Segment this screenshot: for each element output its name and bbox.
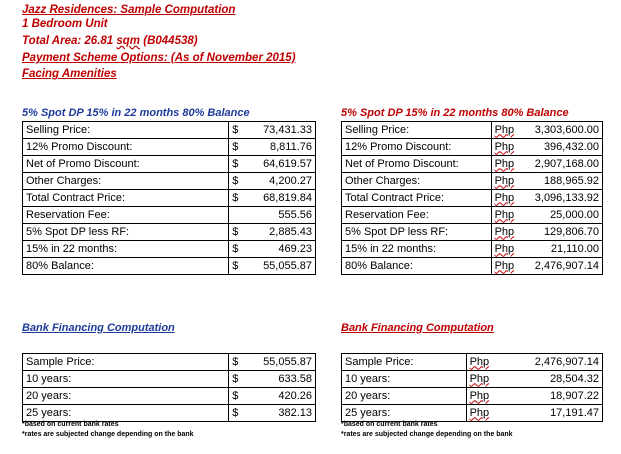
currency-symbol: Php (494, 123, 515, 136)
amount-value: 28,504.32 (550, 372, 599, 385)
row-label: 12% Promo Discount: (23, 139, 229, 156)
amount-value: 633.58 (278, 372, 312, 385)
facing-amenities-heading: Facing Amenities (22, 68, 117, 80)
currency-symbol: Php (469, 372, 490, 385)
table-row (23, 173, 316, 190)
amount-value: 18,907.22 (550, 389, 599, 402)
row-label: Selling Price: (342, 122, 492, 139)
table-row (23, 156, 316, 173)
amount-value: 2,476,907.14 (534, 259, 599, 272)
currency-symbol: Php (494, 225, 515, 238)
amount-value: 17,191.47 (550, 406, 599, 419)
row-value-cell (491, 207, 602, 224)
amount-value: 129,806.70 (543, 225, 599, 238)
table-row (342, 241, 603, 258)
amount-value: 64,619.57 (263, 157, 312, 170)
table-row (23, 139, 316, 156)
amount-value: 420.26 (278, 389, 312, 402)
row-value-cell (229, 122, 316, 139)
left-note-rates: *based on current bank rates (22, 421, 119, 428)
right-bank-body (342, 354, 603, 422)
row-value-cell (229, 371, 316, 388)
currency-symbol: Php (494, 208, 515, 221)
row-label: Selling Price: (23, 122, 229, 139)
amount-value: 3,303,600.00 (534, 123, 599, 136)
table-row (342, 354, 603, 371)
table-row (23, 207, 316, 224)
amount-value: 73,431.33 (263, 123, 312, 136)
table-row (23, 258, 316, 275)
row-label: 15% in 22 months: (342, 241, 492, 258)
row-value-cell (229, 190, 316, 207)
currency-symbol: Php (469, 389, 490, 402)
currency-symbol: $ (232, 242, 239, 255)
row-value-cell (491, 156, 602, 173)
row-label: Other Charges: (23, 173, 229, 190)
row-label: 25 years: (342, 405, 467, 422)
table-row (342, 207, 603, 224)
table-row (342, 405, 603, 422)
row-value-cell (491, 122, 602, 139)
row-label: 15% in 22 months: (23, 241, 229, 258)
unit-type: 1 Bedroom Unit (22, 18, 108, 30)
row-value-cell (229, 156, 316, 173)
amount-value: 396,432.00 (543, 140, 599, 153)
row-value-cell (466, 405, 602, 422)
currency-symbol: $ (232, 123, 239, 136)
amount-value: 2,907,168.00 (534, 157, 599, 170)
right-note-rates: *based on current bank rates (341, 421, 438, 428)
currency-symbol: Php (494, 157, 515, 170)
row-label: Net of Promo Discount: (342, 156, 492, 173)
table-row (342, 139, 603, 156)
left-computation-table (22, 121, 316, 275)
row-value-cell (491, 173, 602, 190)
row-label: Other Charges: (342, 173, 492, 190)
currency-symbol: $ (232, 157, 239, 170)
row-label: 20 years: (23, 388, 229, 405)
currency-symbol: $ (232, 406, 239, 419)
amount-value: 55,055.87 (263, 259, 312, 272)
row-label: 10 years: (23, 371, 229, 388)
right-computation-table (341, 121, 603, 275)
table-row (23, 371, 316, 388)
row-label: 10 years: (342, 371, 467, 388)
amount-value: 3,096,133.92 (534, 191, 599, 204)
table-row (23, 122, 316, 139)
table-row (342, 371, 603, 388)
row-label: 80% Balance: (342, 258, 492, 275)
amount-value: 68,819.84 (263, 191, 312, 204)
currency-symbol: $ (232, 191, 239, 204)
table-row (342, 258, 603, 275)
table-row (23, 405, 316, 422)
row-value-cell (229, 139, 316, 156)
row-label: 5% Spot DP less RF: (23, 224, 229, 241)
row-value-cell (491, 241, 602, 258)
row-label: Reservation Fee: (23, 207, 229, 224)
row-label: 80% Balance: (23, 258, 229, 275)
table-row (342, 190, 603, 207)
total-area-unit: sqm (116, 35, 141, 47)
table-row (342, 122, 603, 139)
table-row (23, 241, 316, 258)
amount-value: 4,200.27 (269, 174, 312, 187)
row-value-cell (466, 388, 602, 405)
row-label: 20 years: (342, 388, 467, 405)
amount-value: 188,965.92 (543, 174, 599, 187)
header-title: Jazz Residences: Sample Computation (22, 4, 236, 16)
currency-symbol: Php (494, 191, 515, 204)
row-label: 12% Promo Discount: (342, 139, 492, 156)
row-value-cell (229, 258, 316, 275)
row-label: 25 years: (23, 405, 229, 422)
row-value-cell (229, 173, 316, 190)
amount-value: 469.23 (278, 242, 312, 255)
right-bank-title: Bank Financing Computation (341, 322, 494, 334)
row-value-cell (466, 371, 602, 388)
currency-symbol: $ (232, 259, 239, 272)
left-bank-body (23, 354, 316, 422)
amount-value: 21,110.00 (550, 242, 599, 255)
table-row (342, 224, 603, 241)
row-value-cell (229, 224, 316, 241)
amount-value: 555.56 (278, 208, 312, 221)
table-row (342, 173, 603, 190)
table-row (23, 354, 316, 371)
currency-symbol: $ (232, 389, 239, 402)
table-row (342, 156, 603, 173)
payment-scheme-heading: Payment Scheme Options: (As of November 2015) (22, 52, 296, 64)
currency-symbol: $ (232, 225, 239, 238)
left-scheme-title: 5% Spot DP 15% in 22 months 80% Balance (22, 107, 250, 119)
table-row (23, 388, 316, 405)
currency-symbol: Php (494, 259, 515, 272)
currency-symbol: Php (494, 140, 515, 153)
row-value-cell (491, 139, 602, 156)
currency-symbol: Php (469, 406, 490, 419)
right-scheme-title: 5% Spot DP 15% in 22 months 80% Balance (341, 107, 569, 119)
row-value-cell (229, 207, 316, 224)
amount-value: 382.13 (278, 406, 312, 419)
left-bank-title: Bank Financing Computation (22, 322, 175, 334)
row-label: Reservation Fee: (342, 207, 492, 224)
row-value-cell (229, 405, 316, 422)
amount-value: 25,000.00 (550, 208, 599, 221)
currency-symbol: Php (469, 355, 490, 368)
row-label: 5% Spot DP less RF: (342, 224, 492, 241)
row-label: Total Contract Price: (23, 190, 229, 207)
amount-value: 2,476,907.14 (534, 355, 599, 368)
currency-symbol: Php (494, 242, 515, 255)
currency-symbol: $ (232, 355, 239, 368)
amount-value: 8,811.76 (269, 140, 312, 153)
right-computation-body (342, 122, 603, 275)
amount-value: 55,055.87 (263, 355, 312, 368)
currency-symbol: $ (232, 174, 239, 187)
left-computation-body (23, 122, 316, 275)
row-label: Sample Price: (23, 354, 229, 371)
right-bank-table (341, 353, 603, 422)
row-value-cell (491, 258, 602, 275)
table-row (342, 388, 603, 405)
currency-symbol: Php (494, 174, 515, 187)
row-label: Net of Promo Discount: (23, 156, 229, 173)
row-label: Total Contract Price: (342, 190, 492, 207)
row-label: Sample Price: (342, 354, 467, 371)
right-note-disclaimer: *rates are subjected change depending on the bank (341, 431, 513, 438)
currency-symbol: $ (232, 140, 239, 153)
amount-value: 2,885.43 (269, 225, 312, 238)
row-value-cell (491, 190, 602, 207)
row-value-cell (491, 224, 602, 241)
total-area-post: (B044538) (140, 35, 198, 47)
total-area (22, 34, 198, 49)
table-row (23, 224, 316, 241)
table-row (23, 190, 316, 207)
row-value-cell (229, 388, 316, 405)
row-value-cell (466, 354, 602, 371)
left-note-disclaimer: *rates are subjected change depending on the bank (22, 431, 194, 438)
currency-symbol: $ (232, 372, 239, 385)
left-bank-table (22, 353, 316, 422)
total-area-pre: Total Area: 26.81 (22, 35, 117, 47)
row-value-cell (229, 354, 316, 371)
row-value-cell (229, 241, 316, 258)
